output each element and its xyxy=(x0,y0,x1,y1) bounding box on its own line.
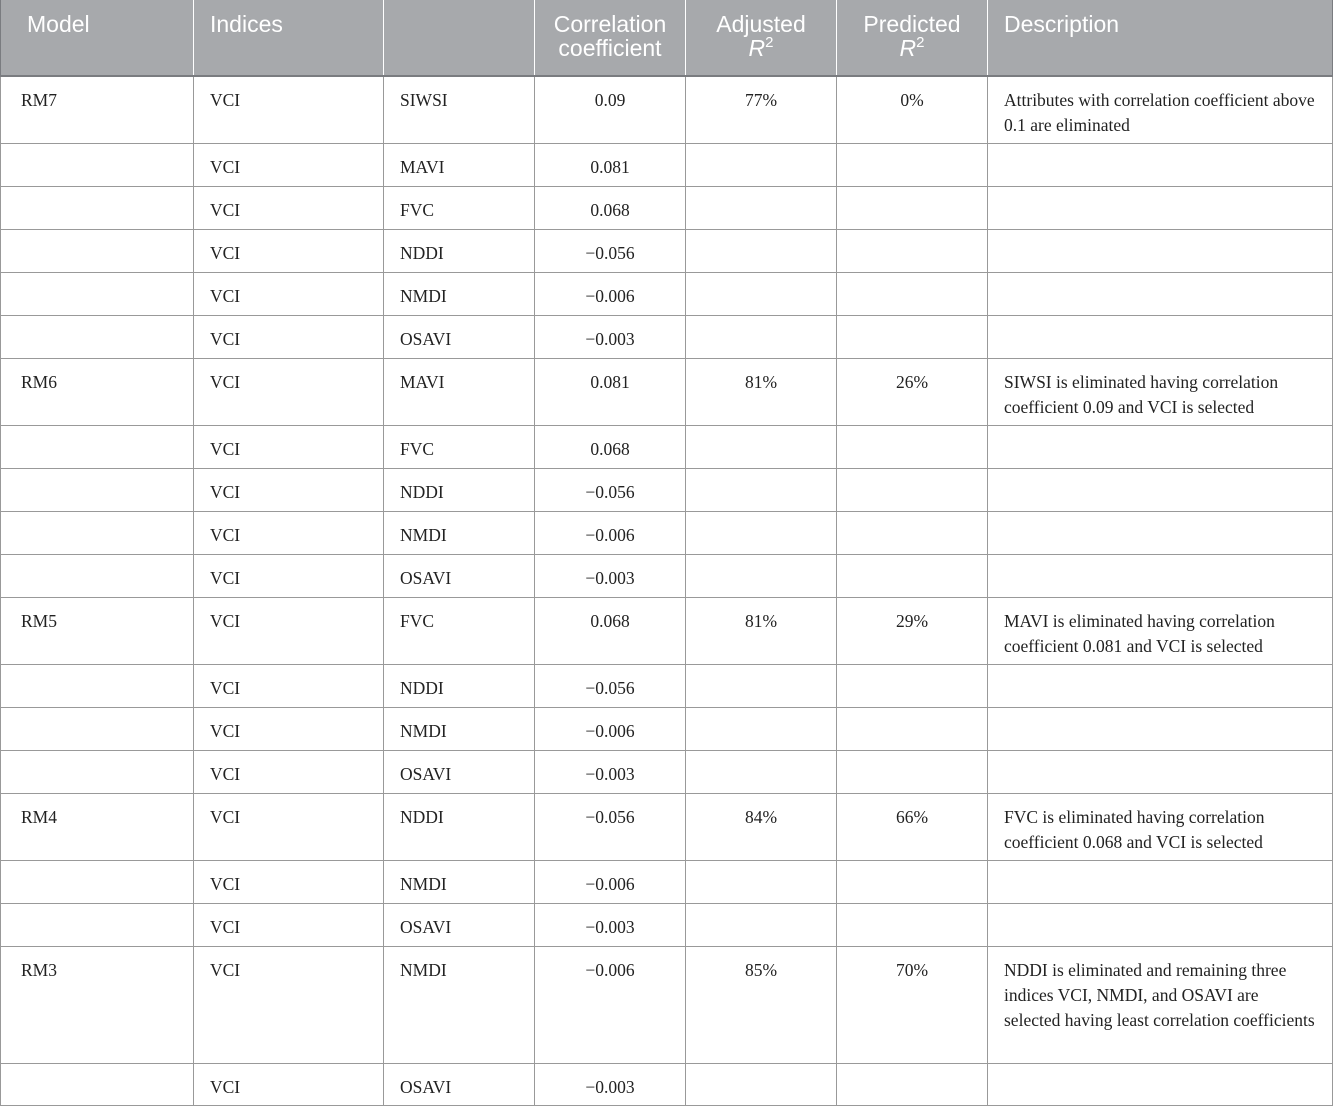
cell-description xyxy=(988,860,1333,903)
cell-index2: NMDI xyxy=(384,860,535,903)
cell-predicted-r2 xyxy=(837,315,988,358)
cell-index2: OSAVI xyxy=(384,554,535,597)
table-row xyxy=(1,358,1333,425)
header-adjusted-r: R xyxy=(748,35,766,61)
cell-description: FVC is eliminated having correlation coefficient 0.068 and VCI is selected xyxy=(988,793,1333,860)
cell-predicted-r2 xyxy=(837,272,988,315)
cell-description xyxy=(988,186,1333,229)
cell-predicted-r2: 0% xyxy=(837,76,988,143)
cell-index1: VCI xyxy=(194,1063,384,1105)
table-header xyxy=(1,0,1333,76)
cell-predicted-r2 xyxy=(837,750,988,793)
table-row xyxy=(1,750,1333,793)
cell-index1: VCI xyxy=(194,664,384,707)
cell-description xyxy=(988,315,1333,358)
cell-adjusted-r2 xyxy=(686,511,837,554)
table-row xyxy=(1,903,1333,946)
cell-index1: VCI xyxy=(194,186,384,229)
cell-description: NDDI is eliminated and remaining three indices VCI, NMDI, and OSAVI are selected having least correlation coefficients xyxy=(988,946,1333,1063)
cell-index2: NDDI xyxy=(384,468,535,511)
cell-index2: NMDI xyxy=(384,511,535,554)
cell-model: RM5 xyxy=(1,597,194,664)
cell-index1: VCI xyxy=(194,793,384,860)
cell-predicted-r2 xyxy=(837,860,988,903)
cell-model xyxy=(1,511,194,554)
cell-adjusted-r2: 85% xyxy=(686,946,837,1063)
cell-correlation: −0.003 xyxy=(535,315,686,358)
cell-index1: VCI xyxy=(194,597,384,664)
table-row xyxy=(1,664,1333,707)
cell-index1: VCI xyxy=(194,750,384,793)
cell-index2: NDDI xyxy=(384,793,535,860)
cell-index2: OSAVI xyxy=(384,1063,535,1105)
cell-correlation: −0.056 xyxy=(535,229,686,272)
cell-predicted-r2: 70% xyxy=(837,946,988,1063)
cell-model: RM3 xyxy=(1,946,194,1063)
cell-correlation: 0.081 xyxy=(535,143,686,186)
cell-adjusted-r2 xyxy=(686,425,837,468)
cell-index1: VCI xyxy=(194,76,384,143)
cell-index2: SIWSI xyxy=(384,76,535,143)
cell-index1: VCI xyxy=(194,707,384,750)
cell-index2: FVC xyxy=(384,597,535,664)
cell-index1: VCI xyxy=(194,358,384,425)
cell-description: MAVI is eliminated having correlation coefficient 0.081 and VCI is selected xyxy=(988,597,1333,664)
cell-index2: OSAVI xyxy=(384,315,535,358)
cell-index1: VCI xyxy=(194,860,384,903)
table-row xyxy=(1,272,1333,315)
cell-description xyxy=(988,468,1333,511)
cell-description xyxy=(988,143,1333,186)
cell-model xyxy=(1,750,194,793)
cell-index1: VCI xyxy=(194,554,384,597)
header-row xyxy=(1,0,1333,76)
cell-adjusted-r2 xyxy=(686,143,837,186)
cell-model: RM4 xyxy=(1,793,194,860)
header-adjusted-r2 xyxy=(686,0,837,76)
cell-adjusted-r2 xyxy=(686,554,837,597)
table-row xyxy=(1,554,1333,597)
cell-index1: VCI xyxy=(194,468,384,511)
cell-correlation: −0.003 xyxy=(535,554,686,597)
cell-model xyxy=(1,903,194,946)
cell-correlation: −0.006 xyxy=(535,272,686,315)
table-row xyxy=(1,468,1333,511)
cell-correlation: −0.006 xyxy=(535,707,686,750)
cell-model xyxy=(1,707,194,750)
cell-correlation: 0.09 xyxy=(535,76,686,143)
header-indices: Indices xyxy=(194,0,384,76)
table-row xyxy=(1,76,1333,143)
cell-adjusted-r2 xyxy=(686,664,837,707)
cell-model xyxy=(1,664,194,707)
cell-correlation: 0.068 xyxy=(535,597,686,664)
cell-predicted-r2 xyxy=(837,707,988,750)
cell-correlation: 0.081 xyxy=(535,358,686,425)
cell-index2: NDDI xyxy=(384,664,535,707)
cell-adjusted-r2 xyxy=(686,903,837,946)
cell-correlation: 0.068 xyxy=(535,425,686,468)
cell-model xyxy=(1,272,194,315)
cell-correlation: −0.006 xyxy=(535,511,686,554)
cell-correlation: −0.056 xyxy=(535,468,686,511)
table-row xyxy=(1,229,1333,272)
table-row xyxy=(1,1063,1333,1105)
cell-index2: OSAVI xyxy=(384,750,535,793)
cell-index2: NDDI xyxy=(384,229,535,272)
cell-index1: VCI xyxy=(194,143,384,186)
cell-index1: VCI xyxy=(194,903,384,946)
cell-description xyxy=(988,903,1333,946)
header-blank xyxy=(384,0,535,76)
cell-model xyxy=(1,229,194,272)
cell-description xyxy=(988,229,1333,272)
header-predicted-r2 xyxy=(837,0,988,76)
cell-adjusted-r2 xyxy=(686,707,837,750)
header-correlation-line1: Correlation xyxy=(553,11,667,37)
cell-adjusted-r2: 77% xyxy=(686,76,837,143)
cell-correlation: −0.006 xyxy=(535,860,686,903)
cell-description xyxy=(988,425,1333,468)
cell-predicted-r2 xyxy=(837,554,988,597)
cell-adjusted-r2: 81% xyxy=(686,597,837,664)
cell-index2: MAVI xyxy=(384,143,535,186)
cell-correlation: 0.068 xyxy=(535,186,686,229)
cell-index2: NMDI xyxy=(384,707,535,750)
table-body xyxy=(1,76,1333,1105)
cell-description xyxy=(988,511,1333,554)
cell-index2: NMDI xyxy=(384,946,535,1063)
cell-model xyxy=(1,554,194,597)
cell-description xyxy=(988,554,1333,597)
cell-index1: VCI xyxy=(194,229,384,272)
cell-description xyxy=(988,750,1333,793)
table-row xyxy=(1,860,1333,903)
cell-predicted-r2 xyxy=(837,468,988,511)
cell-index1: VCI xyxy=(194,425,384,468)
cell-index2: FVC xyxy=(384,186,535,229)
cell-predicted-r2 xyxy=(837,1063,988,1105)
table-row xyxy=(1,597,1333,664)
cell-description xyxy=(988,272,1333,315)
cell-adjusted-r2 xyxy=(686,229,837,272)
cell-correlation: −0.003 xyxy=(535,750,686,793)
cell-model xyxy=(1,143,194,186)
cell-correlation: −0.003 xyxy=(535,903,686,946)
cell-correlation: −0.056 xyxy=(535,664,686,707)
cell-description xyxy=(988,664,1333,707)
cell-predicted-r2 xyxy=(837,664,988,707)
header-model: Model xyxy=(1,0,194,76)
table-row xyxy=(1,315,1333,358)
cell-model: RM7 xyxy=(1,76,194,143)
header-predicted-line1: Predicted xyxy=(863,11,961,37)
cell-predicted-r2 xyxy=(837,511,988,554)
cell-predicted-r2 xyxy=(837,229,988,272)
cell-adjusted-r2: 84% xyxy=(686,793,837,860)
cell-model xyxy=(1,186,194,229)
cell-adjusted-r2 xyxy=(686,468,837,511)
cell-model: RM6 xyxy=(1,358,194,425)
cell-adjusted-r2: 81% xyxy=(686,358,837,425)
cell-model xyxy=(1,1063,194,1105)
table-row xyxy=(1,793,1333,860)
cell-adjusted-r2 xyxy=(686,186,837,229)
cell-predicted-r2: 26% xyxy=(837,358,988,425)
header-correlation xyxy=(535,0,686,76)
header-adjusted-line1: Adjusted xyxy=(716,11,806,37)
cell-adjusted-r2 xyxy=(686,315,837,358)
cell-description xyxy=(988,1063,1333,1105)
cell-index1: VCI xyxy=(194,511,384,554)
table-row xyxy=(1,946,1333,1063)
cell-index2: NMDI xyxy=(384,272,535,315)
cell-description xyxy=(988,707,1333,750)
cell-model xyxy=(1,860,194,903)
table-row xyxy=(1,707,1333,750)
cell-index1: VCI xyxy=(194,315,384,358)
table-row xyxy=(1,143,1333,186)
cell-model xyxy=(1,315,194,358)
cell-correlation: −0.003 xyxy=(535,1063,686,1105)
cell-index1: VCI xyxy=(194,946,384,1063)
cell-adjusted-r2 xyxy=(686,860,837,903)
table-row xyxy=(1,511,1333,554)
header-description: Description xyxy=(988,0,1333,76)
table-row xyxy=(1,186,1333,229)
cell-description: Attributes with correlation coefficient above 0.1 are eliminated xyxy=(988,76,1333,143)
cell-predicted-r2 xyxy=(837,425,988,468)
cell-index2: OSAVI xyxy=(384,903,535,946)
cell-predicted-r2 xyxy=(837,143,988,186)
cell-predicted-r2: 66% xyxy=(837,793,988,860)
cell-correlation: −0.056 xyxy=(535,793,686,860)
cell-index1: VCI xyxy=(194,272,384,315)
header-predicted-sup: 2 xyxy=(916,34,925,51)
header-predicted-r: R xyxy=(899,35,917,61)
cell-predicted-r2: 29% xyxy=(837,597,988,664)
cell-index2: FVC xyxy=(384,425,535,468)
cell-correlation: −0.006 xyxy=(535,946,686,1063)
table-row xyxy=(1,425,1333,468)
cell-adjusted-r2 xyxy=(686,1063,837,1105)
cell-index2: MAVI xyxy=(384,358,535,425)
cell-adjusted-r2 xyxy=(686,272,837,315)
header-correlation-line2: coefficient xyxy=(558,35,662,61)
cell-adjusted-r2 xyxy=(686,750,837,793)
header-adjusted-sup: 2 xyxy=(765,34,774,51)
cell-predicted-r2 xyxy=(837,186,988,229)
cell-model xyxy=(1,425,194,468)
cell-description: SIWSI is eliminated having correlation coefficient 0.09 and VCI is selected xyxy=(988,358,1333,425)
cell-predicted-r2 xyxy=(837,903,988,946)
cell-model xyxy=(1,468,194,511)
